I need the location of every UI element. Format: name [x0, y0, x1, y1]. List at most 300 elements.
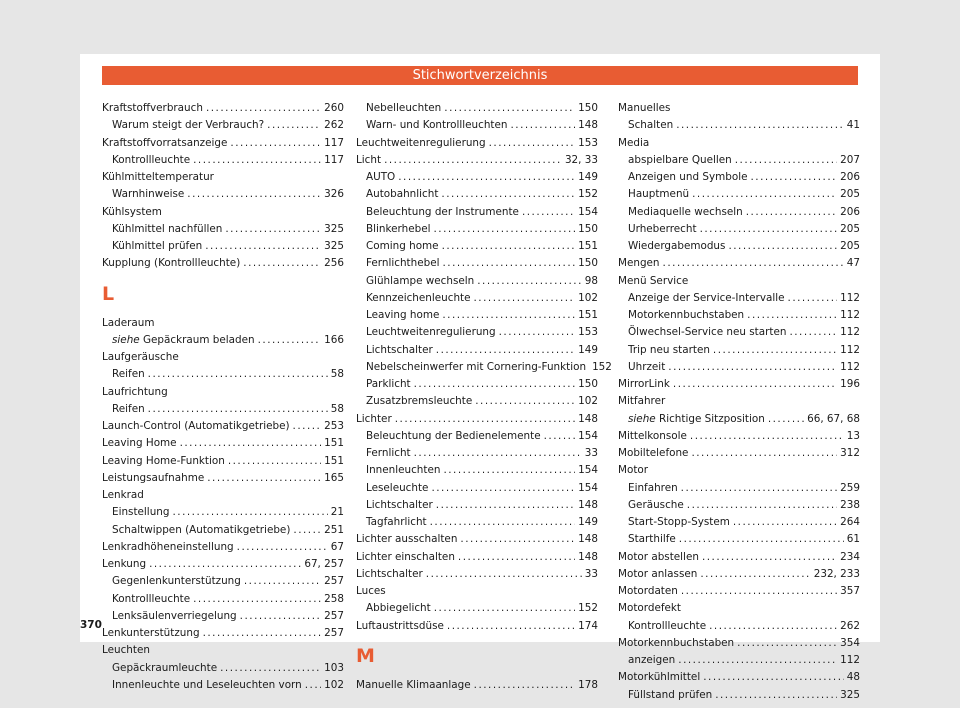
index-term-text: Lichtschalter: [356, 567, 423, 580]
index-term-text: Motorkühlmittel: [618, 671, 701, 684]
page-reference: 112: [840, 343, 860, 356]
page-reference: 98: [584, 274, 598, 287]
index-term: [102, 435, 177, 452]
index-term-text: Manuelle Klimaanlage: [356, 678, 471, 691]
index-entry: [618, 428, 860, 445]
page-reference: 21: [330, 506, 344, 519]
index-term: [618, 376, 670, 393]
index-term-text: Kühlmitteltemperatur: [102, 171, 214, 183]
index-term-text: Nebelleuchten: [366, 102, 442, 114]
see-reference-label: siehe: [628, 412, 656, 425]
index-entry: [618, 583, 860, 600]
page-reference: 312: [840, 447, 860, 459]
page-reference: 234: [840, 550, 860, 563]
dot-leader: [414, 376, 576, 393]
index-column-3: [618, 100, 860, 704]
index-entry: [356, 290, 598, 307]
page-reference: 154: [578, 481, 598, 494]
index-term-text: Kraftstoffvorratsanzeige: [102, 136, 228, 149]
index-entry: [356, 135, 598, 152]
index-term-text: Motorkennbuchstaben: [628, 309, 745, 321]
index-term: [366, 600, 431, 617]
index-term: [618, 445, 688, 462]
page-reference: 178: [578, 678, 598, 691]
page-reference: 41: [846, 119, 860, 132]
index-entry: [618, 135, 860, 152]
index-term: [618, 462, 648, 479]
dot-leader: [240, 608, 321, 625]
index-term: [628, 221, 697, 238]
index-term-text: Urheberrecht: [628, 222, 697, 235]
index-term: [628, 618, 706, 635]
index-term: [102, 315, 155, 332]
index-term-text: Motor: [618, 464, 649, 477]
page-reference: 33: [584, 567, 598, 580]
index-term-text: Schaltwippen (Automatikgetriebe): [112, 523, 291, 536]
index-term-text: Lichtschalter: [366, 498, 433, 511]
page-reference: 154: [578, 464, 598, 477]
index-term-text: Mitfahrer: [618, 395, 666, 408]
index-entry: [102, 539, 344, 556]
dot-leader: [442, 255, 575, 272]
page-reference: 257: [324, 609, 344, 622]
index-entry: [102, 625, 344, 642]
index-entry: [102, 487, 344, 504]
dot-leader: [676, 117, 844, 134]
index-term-text: Media: [618, 136, 650, 149]
index-term-text: Gepäckraumleuchte: [112, 661, 218, 674]
index-entry: [356, 273, 598, 290]
index-entry: [356, 531, 598, 548]
page-reference: 205: [840, 222, 860, 235]
index-page: [80, 54, 880, 701]
index-term-text: Coming home: [366, 240, 439, 252]
index-term: [628, 359, 665, 376]
dot-leader: [700, 221, 838, 238]
index-term-text: Leseleuchte: [366, 481, 429, 494]
index-term: [628, 186, 689, 203]
page-reference: 13: [846, 429, 860, 442]
index-term-text: Ölwechsel-Service neu starten: [628, 326, 787, 339]
index-term-text: Beleuchtung der Bedienelemente: [366, 429, 541, 442]
page-reference: 151: [324, 437, 344, 450]
index-entry: [356, 238, 598, 255]
page-reference: 149: [578, 516, 598, 528]
index-term-text: Leuchtweitenregulierung: [356, 136, 486, 149]
page-reference: 253: [324, 420, 344, 432]
index-term-text: Anzeige der Service-Intervalle: [628, 291, 785, 304]
page-reference: 67, 257: [304, 558, 344, 570]
dot-leader: [460, 531, 575, 548]
index-term-text: Wiedergabemodus: [628, 240, 726, 252]
index-term-text: Tagfahrlicht: [366, 516, 427, 528]
index-entry: [618, 462, 860, 479]
index-term-text: Lichtschalter: [366, 343, 433, 356]
dot-leader: [510, 117, 575, 134]
index-term-text: Laufgeräusche: [102, 351, 179, 363]
index-entry: [356, 221, 598, 238]
index-term: [102, 384, 168, 401]
dot-leader: [700, 566, 810, 583]
index-entry: [356, 583, 598, 600]
dot-leader: [244, 573, 321, 590]
dot-leader: [715, 687, 837, 704]
dot-leader: [442, 238, 576, 255]
page-reference: 148: [578, 533, 598, 546]
page-reference: 112: [840, 360, 860, 373]
dot-leader: [737, 635, 837, 652]
dot-leader: [499, 324, 576, 341]
index-term-text: Motordefekt: [618, 602, 681, 615]
index-term: [628, 497, 684, 514]
dot-leader: [687, 497, 837, 514]
index-entry: [356, 117, 598, 134]
index-term: [366, 117, 507, 134]
index-term-text: Kennzeichenleuchte: [366, 291, 471, 304]
page-reference: 58: [330, 368, 344, 381]
dot-leader: [728, 238, 837, 255]
index-term-text: Uhrzeit: [628, 360, 666, 373]
index-term: [356, 677, 471, 694]
dot-leader: [703, 669, 844, 686]
index-entry: [618, 238, 860, 255]
index-entry: [618, 445, 860, 462]
dot-leader: [293, 418, 322, 435]
dot-leader: [458, 549, 575, 566]
index-term-text: Abbiegelicht: [366, 602, 431, 615]
page-reference: 103: [324, 661, 344, 674]
index-term: [102, 642, 150, 659]
index-term: [356, 549, 455, 566]
dot-leader: [733, 514, 837, 531]
page-reference: 117: [324, 136, 344, 149]
index-entry: [356, 411, 598, 428]
index-term-text: Hauptmenü: [628, 188, 690, 201]
page-reference: 354: [840, 636, 860, 649]
index-term-text: Mobiltelefone: [618, 447, 689, 459]
index-term-text: MirrorLink: [618, 378, 670, 390]
index-term-text: Mittelkonsole: [618, 429, 687, 442]
index-term-text: Warn- und Kontrollleuchten: [366, 119, 508, 132]
dot-leader: [434, 600, 575, 617]
dot-leader: [690, 428, 844, 445]
dot-leader: [187, 186, 321, 203]
page-reference: 152: [592, 360, 612, 373]
page-reference: 148: [578, 550, 598, 563]
index-entry: [356, 100, 598, 117]
dot-leader: [444, 100, 575, 117]
dot-leader: [267, 117, 321, 134]
page-reference: 257: [324, 575, 344, 588]
page-reference: 149: [578, 171, 598, 183]
index-entry: [102, 573, 344, 590]
index-term: [366, 462, 440, 479]
index-entry: [102, 221, 344, 238]
index-term-text: Nebelscheinwerfer mit Cornering-Funktion: [366, 360, 587, 373]
dot-leader: [668, 359, 837, 376]
index-term: [628, 290, 785, 307]
page-title: Stichwortverzeichnis: [412, 68, 548, 83]
page-reference: 151: [578, 309, 598, 321]
index-term-text: Blinkerhebel: [366, 222, 431, 235]
index-term: [102, 453, 225, 470]
index-term-text: Anzeigen und Symbole: [628, 171, 748, 183]
index-term-text: Mengen: [618, 257, 660, 270]
index-term-text: Innenleuchten: [366, 464, 441, 477]
page-reference: 165: [324, 471, 344, 484]
page-reference: 150: [578, 102, 598, 114]
dot-leader: [681, 480, 837, 497]
index-term-text: Lichter: [356, 412, 392, 425]
index-term: [102, 487, 144, 504]
index-term-text: Geräusche: [628, 498, 684, 511]
dot-leader: [735, 152, 837, 169]
index-entry: [356, 514, 598, 531]
page-reference: 206: [840, 205, 860, 218]
index-term-text: Manuelles: [618, 102, 671, 114]
index-entry: [102, 100, 344, 117]
page-reference: 166: [324, 333, 344, 346]
index-term-text: abspielbare Quellen: [628, 153, 732, 166]
page-reference: 58: [330, 402, 344, 415]
page-reference: 149: [578, 343, 598, 356]
index-term-text: Motor abstellen: [618, 550, 699, 563]
page-reference: 47: [846, 257, 860, 270]
index-term-text: Start-Stopp-System: [628, 516, 730, 528]
index-term-text: Reifen: [112, 402, 145, 415]
dot-leader: [148, 366, 328, 383]
page-reference: 259: [840, 481, 860, 494]
index-term-text: Menü Service: [618, 274, 689, 287]
page-reference: 150: [578, 222, 598, 235]
dot-leader: [663, 255, 844, 272]
dot-leader: [148, 401, 328, 418]
dot-leader: [180, 435, 322, 452]
index-term: [112, 366, 145, 383]
dot-leader: [206, 100, 321, 117]
index-term: [112, 221, 222, 238]
dot-leader: [237, 539, 328, 556]
index-term-text: Warum steigt der Verbrauch?: [112, 119, 265, 132]
page-reference: 67: [330, 540, 344, 553]
index-term-text: Mediaquelle wechseln: [628, 205, 743, 218]
page-reference: 117: [324, 153, 344, 166]
index-entry: [618, 566, 860, 583]
index-term: [366, 204, 519, 221]
index-entry: [356, 204, 598, 221]
index-entry: [102, 522, 344, 539]
dot-leader: [702, 549, 837, 566]
index-term: [366, 393, 472, 410]
dot-leader: [750, 169, 837, 186]
page-reference: 148: [578, 119, 598, 132]
index-term: [628, 342, 710, 359]
dot-leader: [489, 135, 576, 152]
index-term: [366, 376, 411, 393]
index-term: [102, 470, 204, 487]
page-reference: 174: [578, 619, 598, 632]
dot-leader: [768, 411, 804, 428]
index-term: [618, 135, 649, 152]
index-term-text: Glühlampe wechseln: [366, 274, 475, 287]
index-term: [366, 169, 395, 186]
index-term: [102, 100, 203, 117]
index-term-text: Füllstand prüfen: [628, 688, 713, 701]
page-reference: 150: [578, 257, 598, 270]
dot-leader: [149, 556, 301, 573]
dot-leader: [193, 591, 321, 608]
index-term: [366, 342, 433, 359]
index-entry: [356, 359, 612, 376]
index-term-text: Fernlicht: [366, 447, 411, 459]
page-reference: 256: [324, 257, 344, 270]
index-entry: [618, 549, 860, 566]
index-term: [366, 290, 471, 307]
index-term-text: Warnhinweise: [112, 188, 185, 201]
index-term: [112, 186, 184, 203]
page-reference: 152: [578, 188, 598, 201]
index-entry: [618, 687, 860, 704]
page-reference: 196: [840, 378, 860, 390]
dot-leader: [678, 652, 837, 669]
index-term: [356, 531, 457, 548]
index-term: [112, 591, 190, 608]
index-entry: [356, 393, 598, 410]
index-entry: [102, 435, 344, 452]
index-term: [628, 514, 730, 531]
page-reference: 154: [578, 205, 598, 218]
index-term: [356, 566, 423, 583]
index-entry: [102, 384, 344, 401]
dot-leader: [395, 411, 575, 428]
index-term: [102, 625, 200, 642]
index-term-text: Leaving Home-Funktion: [102, 454, 225, 467]
index-entry: [102, 169, 344, 186]
index-entry: [618, 100, 860, 117]
index-column-2: [356, 100, 612, 694]
index-entry: [618, 221, 860, 238]
index-term: [366, 186, 438, 203]
index-entry: [102, 453, 344, 470]
page-reference: 61: [846, 533, 860, 546]
index-term: [628, 652, 675, 669]
index-term: [102, 556, 146, 573]
index-term: [366, 100, 441, 117]
index-entry: [356, 462, 598, 479]
index-entry: [356, 186, 598, 203]
index-entry: [618, 152, 860, 169]
dot-leader: [436, 342, 575, 359]
index-term-text: Kontrollleuchte: [628, 619, 707, 632]
page-reference: 232, 233: [813, 567, 860, 580]
index-term-text: Richtige Sitzposition: [658, 412, 765, 425]
index-entry: [102, 332, 344, 349]
page-reference: 325: [324, 222, 344, 235]
dot-leader: [673, 376, 837, 393]
dot-leader: [426, 566, 582, 583]
dot-leader: [442, 307, 575, 324]
index-term: [102, 255, 240, 272]
index-entry: [102, 556, 344, 573]
index-term: [366, 324, 496, 341]
page-reference: 153: [578, 136, 598, 149]
index-term-text: Motorkennbuchstaben: [618, 636, 735, 649]
page-reference: 148: [578, 412, 598, 425]
index-entry: [102, 255, 344, 272]
index-entry: [356, 428, 598, 445]
index-entry: [356, 324, 598, 341]
dot-leader: [747, 307, 837, 324]
page-reference: 32, 33: [564, 153, 598, 166]
index-term: [366, 514, 427, 531]
index-term-text: Trip neu starten: [628, 343, 710, 356]
index-term-text: Lenksäulenverriegelung: [112, 609, 237, 622]
index-term: [356, 411, 392, 428]
index-term: [112, 522, 290, 539]
index-term: [628, 152, 732, 169]
index-term: [102, 204, 162, 221]
index-term: [112, 117, 264, 134]
index-term-text: AUTO: [366, 171, 396, 183]
dot-leader: [398, 169, 575, 186]
index-term: [112, 152, 190, 169]
dot-leader: [225, 221, 321, 238]
index-entry: [618, 342, 860, 359]
index-term-text: Zusatzbremsleuchte: [366, 395, 473, 408]
page-reference: 264: [840, 516, 860, 528]
page-reference: 325: [324, 240, 344, 252]
page-reference: 102: [578, 291, 598, 304]
dot-leader: [203, 625, 322, 642]
dot-leader: [293, 522, 321, 539]
index-term-text: Luces: [356, 585, 386, 597]
index-entry: [356, 445, 598, 462]
page-reference: 154: [578, 429, 598, 442]
page-reference: 102: [324, 678, 344, 691]
index-term: [112, 660, 217, 677]
index-entry: [102, 660, 344, 677]
index-term: [618, 669, 700, 686]
index-entry: [618, 290, 860, 307]
index-entry: [618, 169, 860, 186]
page-reference: 102: [578, 395, 598, 408]
index-term-text: Autobahnlicht: [366, 188, 439, 201]
index-term: [366, 428, 541, 445]
index-entry: [618, 652, 860, 669]
page-reference: 48: [846, 671, 860, 684]
index-term-text: Kupplung (Kontrollleuchte): [102, 257, 241, 270]
dot-leader: [414, 445, 582, 462]
index-term-text: Parklicht: [366, 378, 411, 390]
index-entry: [102, 642, 344, 659]
index-term-text: Motor anlassen: [618, 567, 698, 580]
index-term: [366, 255, 439, 272]
index-term-text: Leuchten: [102, 644, 150, 657]
index-term-text: Licht: [356, 153, 382, 166]
dot-leader: [522, 204, 575, 221]
index-term: [102, 349, 179, 366]
index-entry: [356, 152, 598, 169]
index-entry: [356, 169, 598, 186]
index-entry: [102, 470, 344, 487]
dot-leader: [431, 480, 575, 497]
dot-leader: [474, 290, 576, 307]
index-term: [356, 152, 381, 169]
page-reference: 33: [584, 447, 598, 459]
index-entry: [102, 349, 344, 366]
index-term: [366, 480, 428, 497]
index-term-text: Kühlmittel prüfen: [112, 240, 203, 252]
